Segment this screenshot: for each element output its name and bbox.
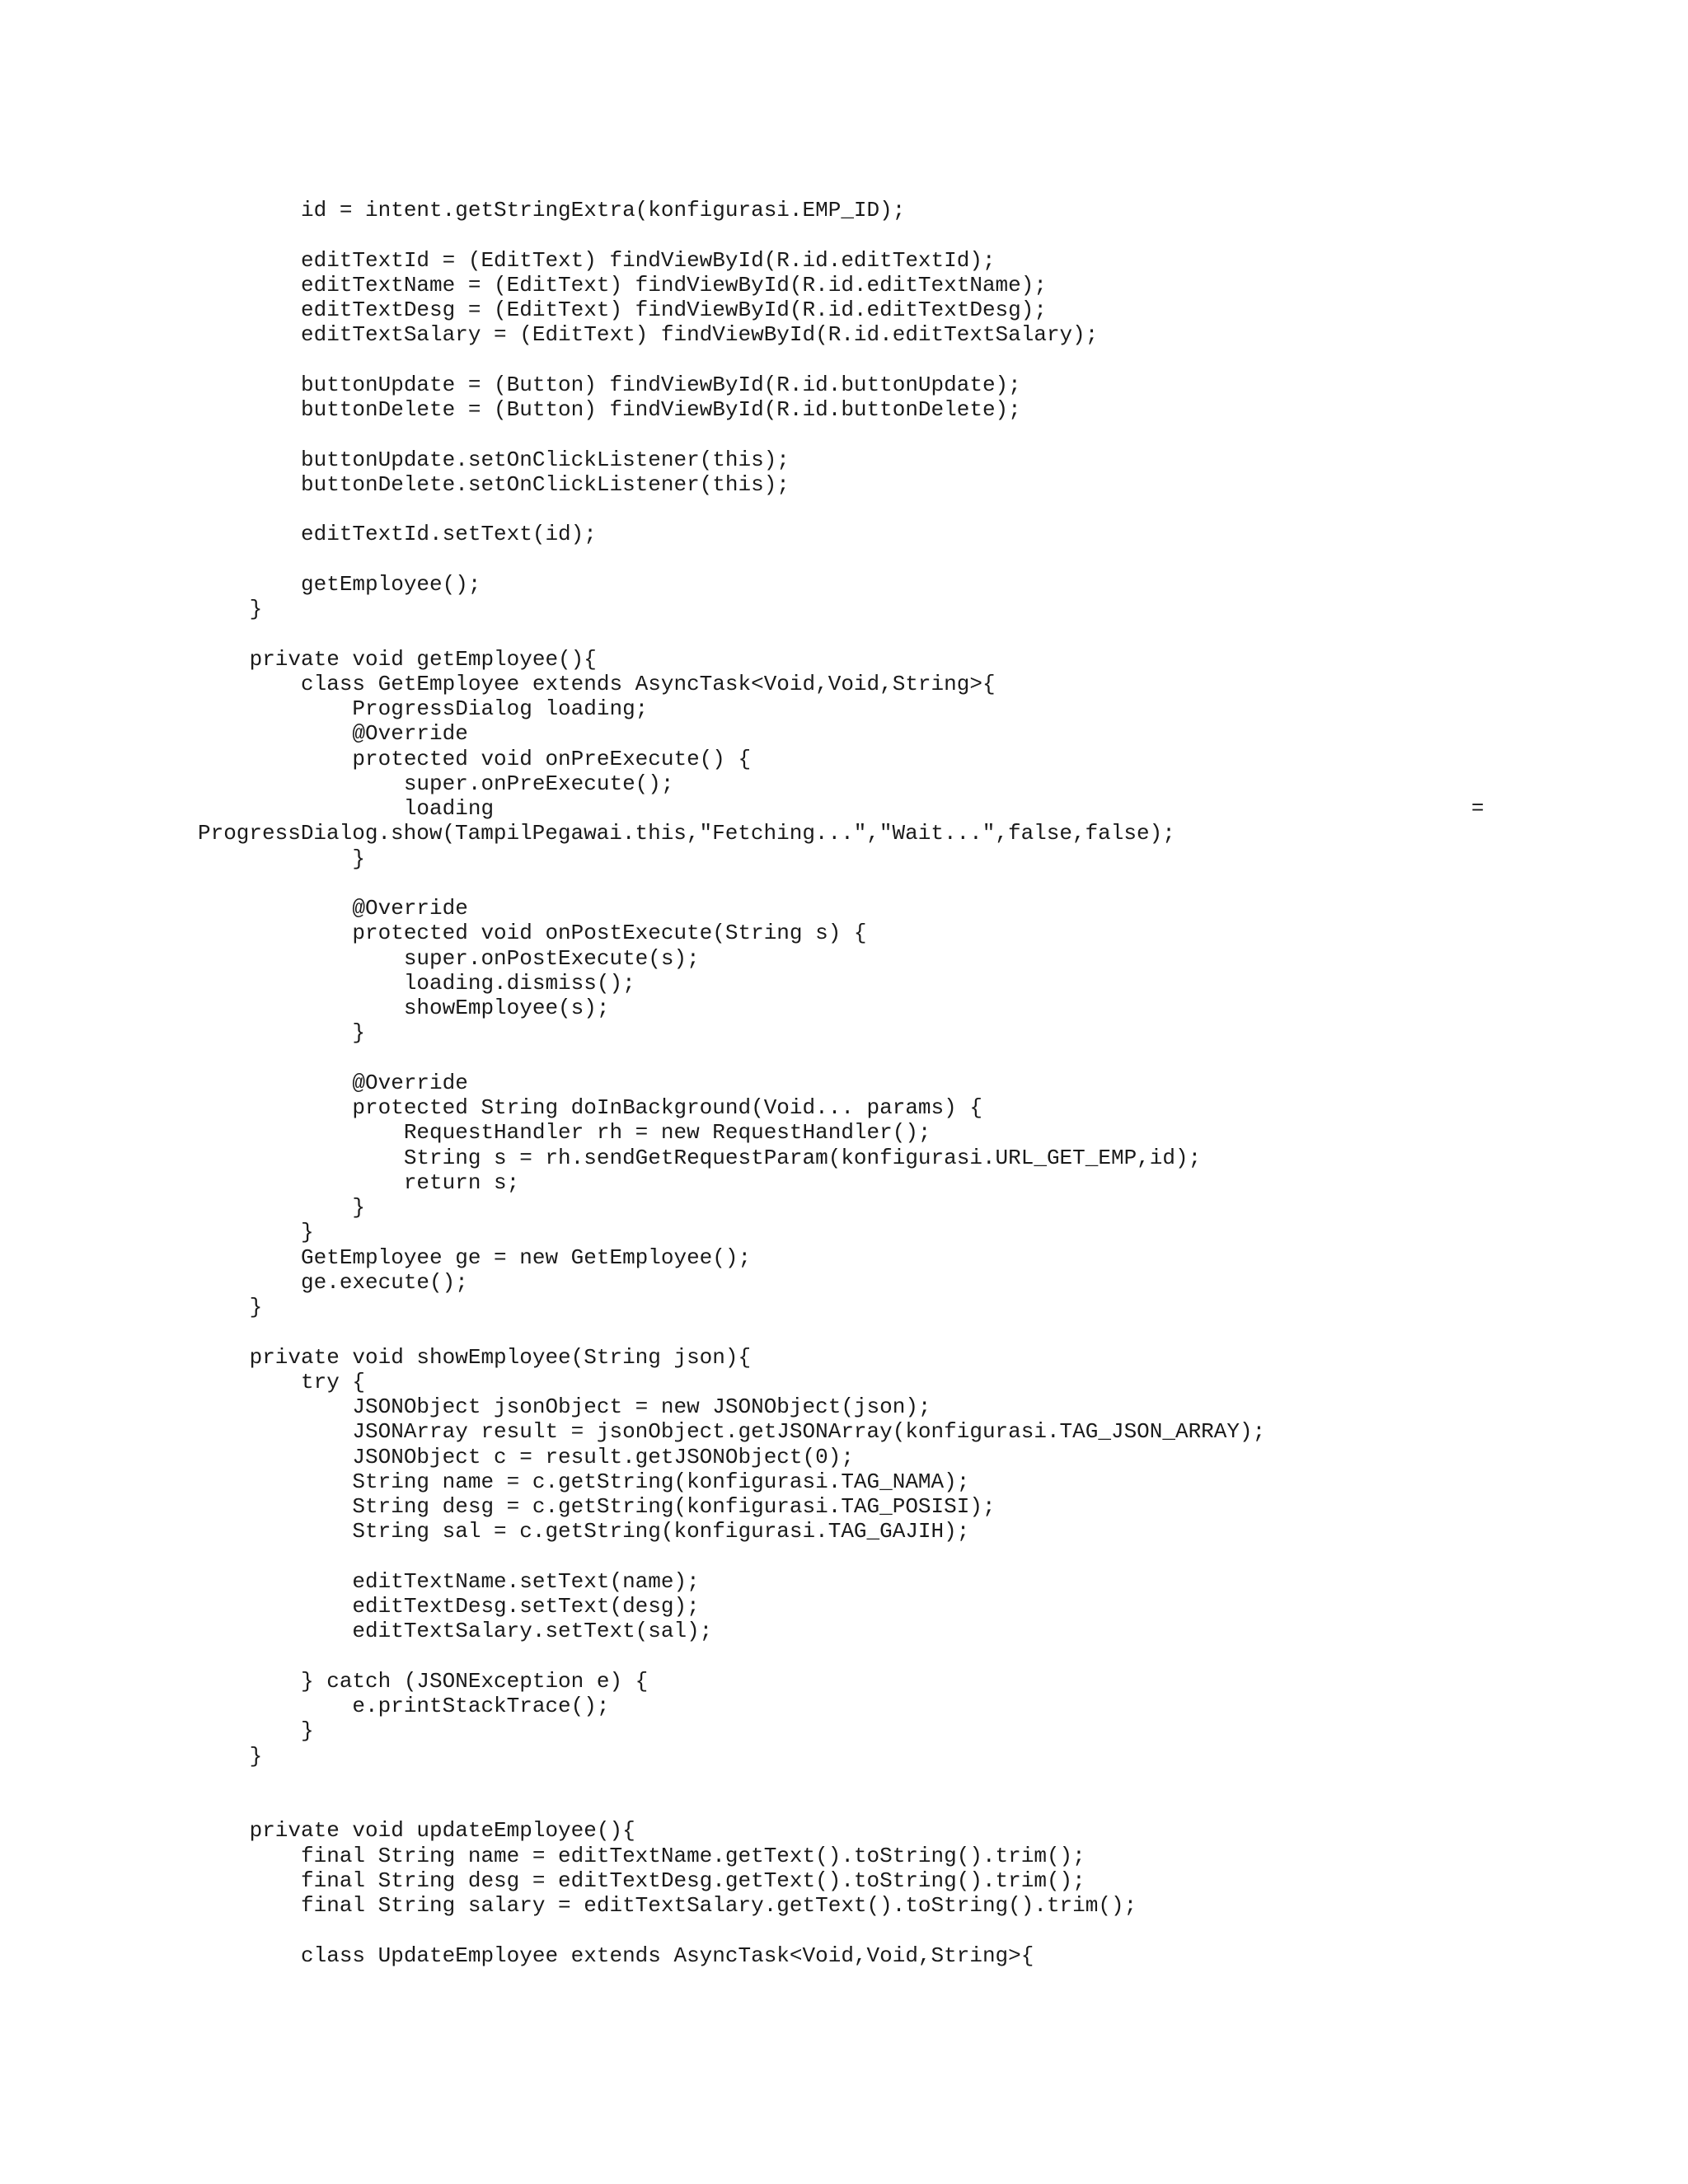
code-line: buttonUpdate = (Button) findViewById(R.id.buttonUpdate);	[198, 372, 1021, 397]
code-line: private void getEmployee(){	[198, 646, 597, 672]
code-line: buttonDelete = (Button) findViewById(R.id.buttonDelete);	[198, 397, 1021, 422]
code-line: } catch (JSONException e) {	[198, 1668, 649, 1694]
code-line: String desg = c.getString(konfigurasi.TAG_POSISI);	[198, 1494, 996, 1519]
code-line: try {	[198, 1369, 366, 1394]
code-line	[0, 621, 1688, 646]
code-line	[0, 1644, 1688, 1669]
code-line: class UpdateEmployee extends AsyncTask<Void,Void,String>{	[198, 1943, 1034, 1968]
code-line	[0, 348, 1688, 373]
code-line	[0, 497, 1688, 522]
code-line: return s;	[198, 1169, 520, 1195]
code-line	[0, 547, 1688, 572]
code-line: buttonUpdate.setOnClickListener(this);	[198, 447, 790, 472]
code-line: editTextDesg = (EditText) findViewById(R.id.editTextDesg);	[198, 298, 1047, 322]
code-line: }	[198, 1195, 366, 1220]
code-line: }	[198, 1718, 314, 1744]
justified-equals-sign: =	[1471, 796, 1484, 821]
code-line: }	[198, 597, 263, 621]
code-line: loading.dismiss();	[198, 970, 635, 996]
code-line: @Override	[198, 721, 468, 747]
code-line	[0, 1046, 1688, 1071]
code-line: ProgressDialog loading;	[198, 696, 649, 721]
code-line: super.onPostExecute(s);	[198, 945, 700, 971]
code-line: }	[198, 1220, 314, 1245]
code-line: protected void onPreExecute() {	[198, 746, 752, 771]
code-line	[0, 1769, 1688, 1793]
code-line: editTextSalary.setText(sal);	[198, 1619, 713, 1644]
code-line: editTextDesg.setText(desg);	[198, 1594, 700, 1619]
code-line: JSONObject jsonObject = new JSONObject(json);	[198, 1394, 931, 1419]
code-line: ProgressDialog.show(TampilPegawai.this,"Fetching...","Wait...",false,false);	[198, 821, 1175, 846]
code-line	[0, 1319, 1688, 1344]
code-line: e.printStackTrace();	[198, 1694, 610, 1718]
code-line	[0, 1544, 1688, 1569]
code-line: editTextName.setText(name);	[198, 1568, 700, 1594]
code-line: String s = rh.sendGetRequestParam(konfigurasi.URL_GET_EMP,id);	[198, 1145, 1202, 1170]
code-line: @Override	[198, 896, 468, 921]
code-line: private void showEmployee(String json){	[198, 1344, 752, 1370]
code-line: loading =	[198, 796, 1484, 821]
code-line: final String desg = editTextDesg.getText().toString().trim();	[198, 1868, 1085, 1893]
code-line	[0, 422, 1688, 447]
code-line: super.onPreExecute();	[198, 771, 674, 796]
code-line: protected void onPostExecute(String s) {	[198, 921, 867, 946]
code-line	[0, 1918, 1688, 1943]
code-line: editTextId.setText(id);	[198, 522, 597, 547]
code-line	[0, 1793, 1688, 1818]
code-line: @Override	[198, 1070, 468, 1095]
code-line: class GetEmployee extends AsyncTask<Void,Void,String>{	[198, 671, 996, 696]
code-line: editTextId = (EditText) findViewById(R.id.editTextId);	[198, 247, 996, 273]
code-line: getEmployee();	[198, 571, 481, 597]
code-line: JSONObject c = result.getJSONObject(0);	[198, 1444, 854, 1469]
code-line: }	[198, 1743, 263, 1769]
code-listing	[0, 198, 1688, 1968]
code-line: editTextSalary = (EditText) findViewById(R.id.editTextSalary);	[198, 322, 1099, 348]
code-line: JSONArray result = jsonObject.getJSONArray(konfigurasi.TAG_JSON_ARRAY);	[198, 1419, 1266, 1445]
code-line: String name = c.getString(konfigurasi.TAG_NAMA);	[198, 1469, 970, 1494]
code-line	[0, 223, 1688, 247]
code-line: GetEmployee ge = new GetEmployee();	[198, 1244, 752, 1270]
code-line: }	[198, 1295, 263, 1319]
code-line	[0, 871, 1688, 896]
code-line: ge.execute();	[198, 1269, 468, 1295]
code-line: String sal = c.getString(konfigurasi.TAG_GAJIH);	[198, 1519, 970, 1544]
code-line: showEmployee(s);	[198, 996, 610, 1020]
code-line: }	[198, 846, 366, 871]
code-line: final String salary = editTextSalary.getText().toString().trim();	[198, 1893, 1137, 1918]
code-line: }	[198, 1020, 366, 1046]
code-line: protected String doInBackground(Void... params) {	[198, 1095, 982, 1120]
code-line: RequestHandler rh = new RequestHandler();	[198, 1120, 931, 1146]
code-line: buttonDelete.setOnClickListener(this);	[198, 471, 790, 497]
code-line: final String name = editTextName.getText().toString().trim();	[198, 1843, 1085, 1868]
code-line: private void updateEmployee(){	[198, 1818, 635, 1844]
code-line: editTextName = (EditText) findViewById(R.id.editTextName);	[198, 272, 1047, 298]
code-line: id = intent.getStringExtra(konfigurasi.EMP_ID);	[198, 198, 906, 223]
